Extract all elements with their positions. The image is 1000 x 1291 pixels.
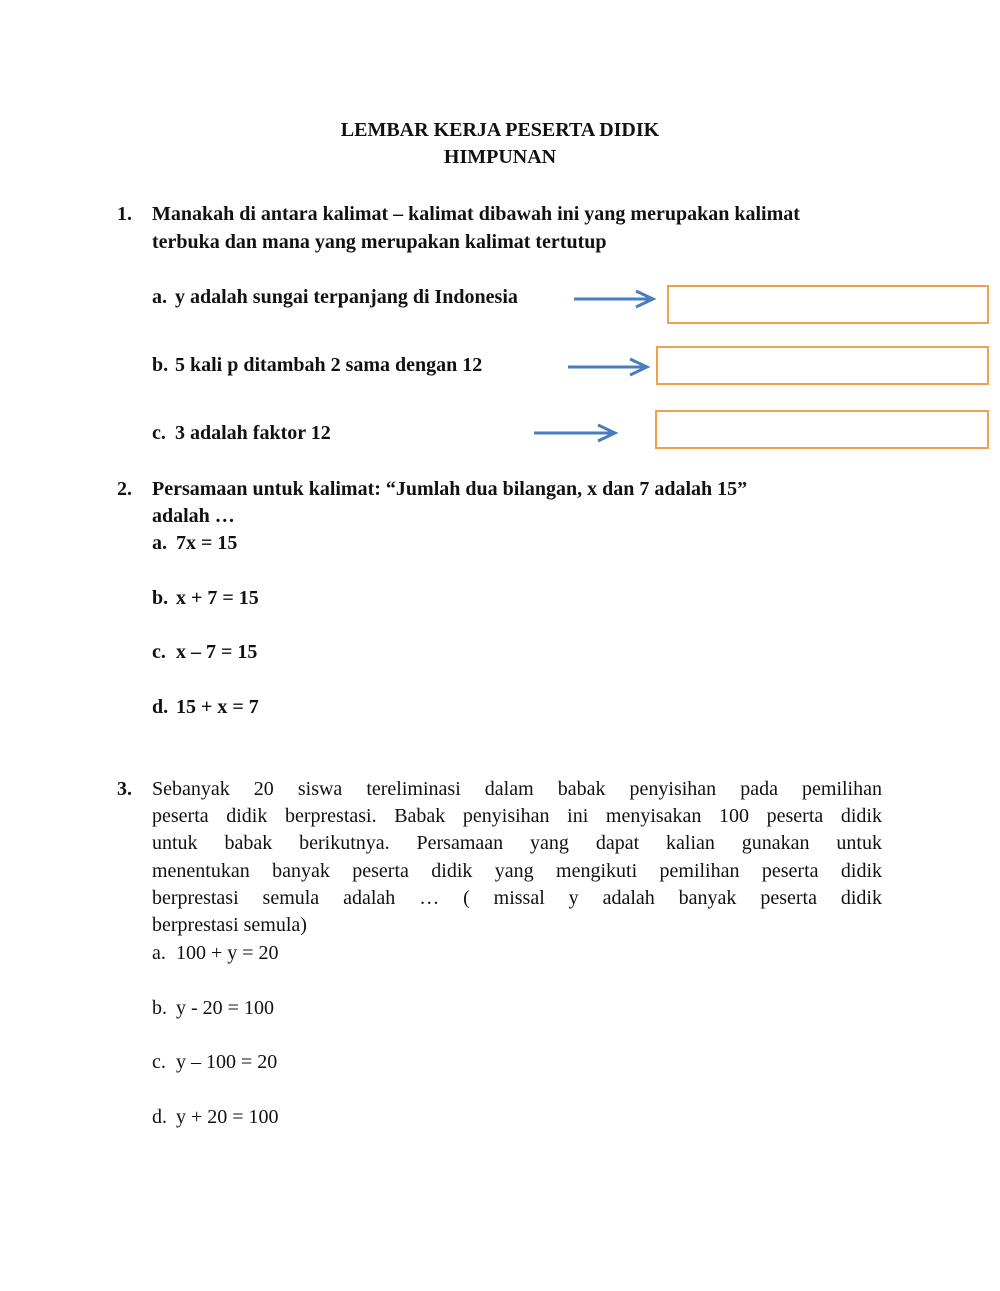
q2-option-c-label: c.	[152, 641, 166, 663]
worksheet-title: LEMBAR KERJA PESERTA DIDIK	[340, 119, 660, 141]
question-2-text-line1: Persamaan untuk kalimat: “Jumlah dua bilangan, x dan 7 adalah 15”	[152, 478, 748, 500]
question-3-line2: peserta didik berprestasi. Babak penyisihan ini menyisakan 100 peserta didik	[152, 805, 882, 827]
q3-option-a-text: 100 + y = 20	[176, 942, 279, 964]
q2-option-a-label: a.	[152, 532, 167, 554]
q2-option-a-text: 7x = 15	[176, 532, 238, 554]
q3-option-b-label: b.	[152, 997, 167, 1019]
question-3-line4: menentukan banyak peserta didik yang mengikuti pemilihan peserta didik	[152, 860, 882, 882]
q1-item-c-label: c.	[152, 422, 166, 444]
q3-option-d-text: y + 20 = 100	[176, 1106, 279, 1128]
question-3-line3: untuk babak berikutnya. Persamaan yang dapat kalian gunakan untuk	[152, 832, 882, 854]
question-2-number: 2.	[117, 478, 132, 500]
question-1-text-line2: terbuka dan mana yang merupakan kalimat tertutup	[152, 231, 607, 253]
q1-answer-box-c[interactable]	[655, 410, 989, 449]
arrow-right-icon	[532, 422, 620, 444]
q1-answer-box-b[interactable]	[656, 346, 989, 385]
question-2-text-line2: adalah …	[152, 505, 235, 527]
q1-item-a-text: y adalah sungai terpanjang di Indonesia	[175, 286, 518, 308]
question-3-number: 3.	[117, 778, 132, 800]
q3-option-d-label: d.	[152, 1106, 167, 1128]
question-3-line1: Sebanyak 20 siswa tereliminasi dalam babak penyisihan pada pemilihan	[152, 778, 882, 800]
question-1-text-line1: Manakah di antara kalimat – kalimat dibawah ini yang merupakan kalimat	[152, 203, 800, 225]
question-1-number: 1.	[117, 203, 132, 225]
q2-option-b-label: b.	[152, 587, 169, 609]
q1-item-c-text: 3 adalah faktor 12	[175, 422, 331, 444]
q3-option-b-text: y - 20 = 100	[176, 997, 274, 1019]
arrow-right-icon	[566, 356, 652, 378]
q2-option-d-label: d.	[152, 696, 169, 718]
question-3-line6: berprestasi semula)	[152, 914, 307, 936]
q1-item-a-label: a.	[152, 286, 167, 308]
q2-option-b-text: x + 7 = 15	[176, 587, 259, 609]
q2-option-c-text: x – 7 = 15	[176, 641, 258, 663]
worksheet-subtitle: HIMPUNAN	[443, 146, 557, 168]
q3-option-a-label: a.	[152, 942, 166, 964]
question-3-line5: berprestasi semula adalah … ( missal y adalah banyak peserta didik	[152, 887, 882, 909]
arrow-right-icon	[572, 288, 658, 310]
q3-option-c-label: c.	[152, 1051, 166, 1073]
q1-answer-box-a[interactable]	[667, 285, 989, 324]
q2-option-d-text: 15 + x = 7	[176, 696, 259, 718]
q1-item-b-label: b.	[152, 354, 169, 376]
q3-option-c-text: y – 100 = 20	[176, 1051, 278, 1073]
q1-item-b-text: 5 kali p ditambah 2 sama dengan 12	[175, 354, 483, 376]
